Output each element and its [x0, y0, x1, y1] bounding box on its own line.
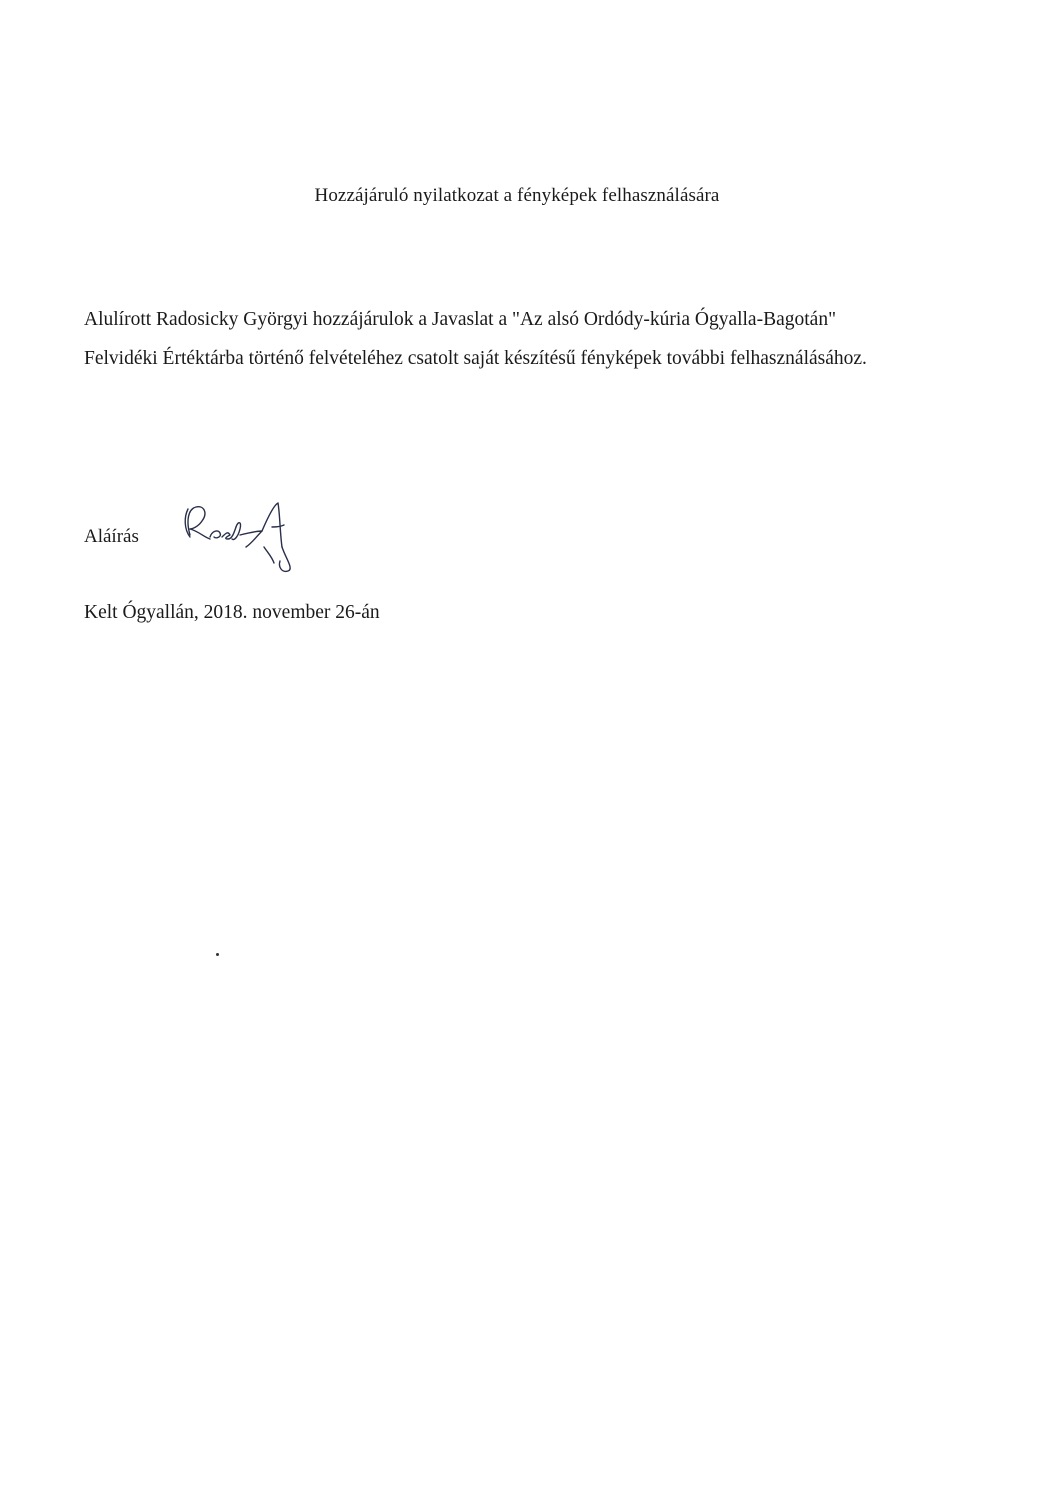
- signature-label: Aláírás: [84, 526, 139, 547]
- date-place-line: Kelt Ógyallán, 2018. november 26-án: [84, 602, 380, 623]
- scan-speck: [216, 953, 219, 956]
- signature-block: [84, 497, 384, 577]
- paragraph-line-2: Felvidéki Értéktárba történő felvételéhez csatolt saját készítésű fényképek további felhasználásához.: [84, 348, 867, 369]
- paragraph-line-1: Alulírott Radosicky Györgyi hozzájárulok a Javaslat a "Az alsó Ordódy-kúria Ógyalla-Bagotán": [84, 309, 837, 330]
- document-title: Hozzájáruló nyilatkozat a fényképek felhasználására: [314, 185, 720, 206]
- consent-paragraph: [84, 300, 984, 378]
- handwritten-signature: [176, 497, 306, 575]
